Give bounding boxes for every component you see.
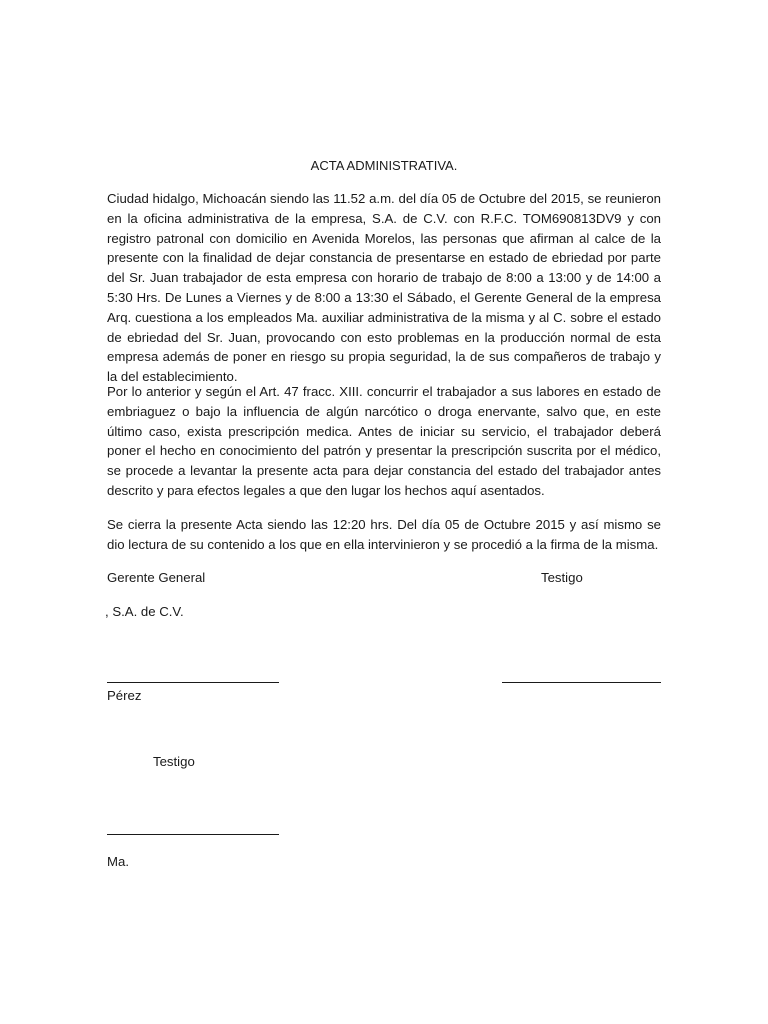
signature-role-testigo-bottom: Testigo bbox=[153, 754, 195, 769]
signature-name-left: Pérez bbox=[107, 688, 142, 703]
paragraph-legal-basis: Por lo anterior y según el Art. 47 fracc. XIII. concurrir el trabajador a sus labores en estado de embriaguez o bajo la influencia de algún narcótico o droga enervante, salvo que, en este último caso, exista prescripción medica. Antes de iniciar su servicio, el trabajador deberá poner el hecho en conocimiento del patrón y presentar la prescripción suscrita por el médico, se procede a levantar la presente acta para dejar constancia del estado del trabajador antes descrito y para efectos legales a que den lugar los hechos aquí asentados. bbox=[107, 384, 661, 498]
signature-line-left bbox=[107, 682, 279, 683]
signature-role-testigo-right: Testigo bbox=[541, 570, 583, 585]
signature-name-bottom: Ma. bbox=[107, 854, 129, 869]
signature-line-right bbox=[502, 682, 661, 683]
signature-role-gerente: Gerente General bbox=[107, 570, 206, 585]
signature-line-bottom bbox=[107, 834, 279, 835]
paragraph-opening: Ciudad hidalgo, Michoacán siendo las 11.52 a.m. del día 05 de Octubre del 2015, se reunieron en la oficina administrativa de la empresa, S.A. de C.V. con R.F.C. TOM690813DV9 y con registro patronal con domicilio en Avenida Morelos, las personas que afirman al calce de la presente con la finalidad de dejar constancia de presentarse en estado de ebriedad por parte del Sr. Juan trabajador de esta empresa con horario de trabajo de 8:00 a 13:00 y de 14:00 a 5:30 Hrs. De Lunes a Viernes y de 8:00 a 13:30 el Sábado, el Gerente General de la empresa Arq. cuestiona a los empleados Ma. auxiliar administrativa de la misma y al C. sobre el estado de ebriedad del Sr. Juan, provocando con esto problemas en la producción normal de esta empresa además de poner en riesgo su propia seguridad, la de sus compañeros de trabajo y la del establecimiento. bbox=[107, 191, 661, 385]
document-title: ACTA ADMINISTRATIVA. bbox=[310, 158, 458, 173]
signature-company: , S.A. de C.V. bbox=[105, 604, 184, 619]
paragraph-closing: Se cierra la presente Acta siendo las 12:20 hrs. Del día 05 de Octubre 2015 y así mismo se dio lectura de su contenido a los que en ella intervinieron y se procedió a la firma de la misma. bbox=[107, 517, 661, 552]
